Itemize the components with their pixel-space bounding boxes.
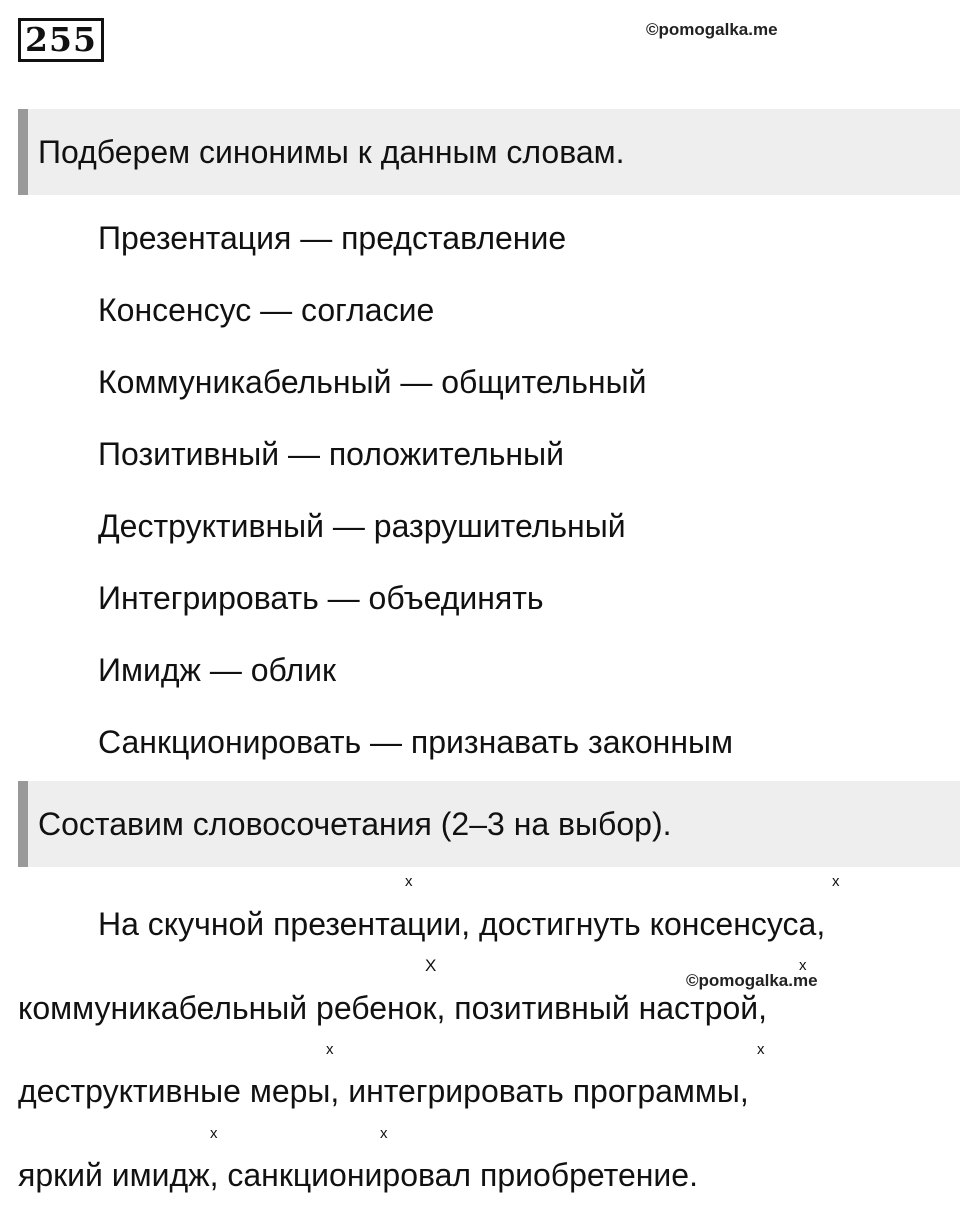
phrase-line: деструктивные меры, интегрировать программы, [18, 1073, 749, 1109]
synonym-item: Позитивный — положительный [98, 436, 564, 472]
stress-mark: x [326, 1041, 334, 1058]
synonym-item: Интегрировать — объединять [98, 580, 544, 616]
synonym-item: Коммуникабельный — общительный [98, 364, 647, 400]
stress-mark: x [832, 873, 840, 890]
stress-mark: x [210, 1125, 218, 1142]
phrase-line: На скучной презентации, достигнуть консенсуса, [98, 906, 826, 942]
task-number-box: 255 [18, 18, 104, 62]
synonym-item: Деструктивный — разрушительный [98, 508, 626, 544]
phrase-line: яркий имидж, санкционировал приобретение. [18, 1157, 698, 1193]
section-2-title: Составим словосочетания (2–3 на выбор). [38, 806, 672, 842]
section-1-header [18, 109, 960, 195]
phrase-line: коммуникабельный ребенок, позитивный настрой, [18, 990, 768, 1026]
stress-mark: x [405, 873, 413, 890]
watermark-top: ©pomogalka.me [646, 20, 778, 39]
synonym-item: Имидж — облик [98, 652, 336, 688]
stress-mark: X [425, 956, 437, 975]
synonym-item: Презентация — представление [98, 220, 567, 256]
stress-mark: x [757, 1041, 765, 1058]
synonym-item: Санкционировать — признавать законным [98, 724, 733, 760]
synonym-list [98, 202, 733, 778]
section-2-header [18, 781, 960, 867]
stress-mark: x [380, 1125, 388, 1142]
synonym-item: Консенсус — согласие [98, 292, 435, 328]
stress-mark: x [799, 957, 807, 974]
section-1-title: Подберем синонимы к данным словам. [38, 134, 625, 170]
watermark-inline: ©pomogalka.me [686, 971, 818, 990]
